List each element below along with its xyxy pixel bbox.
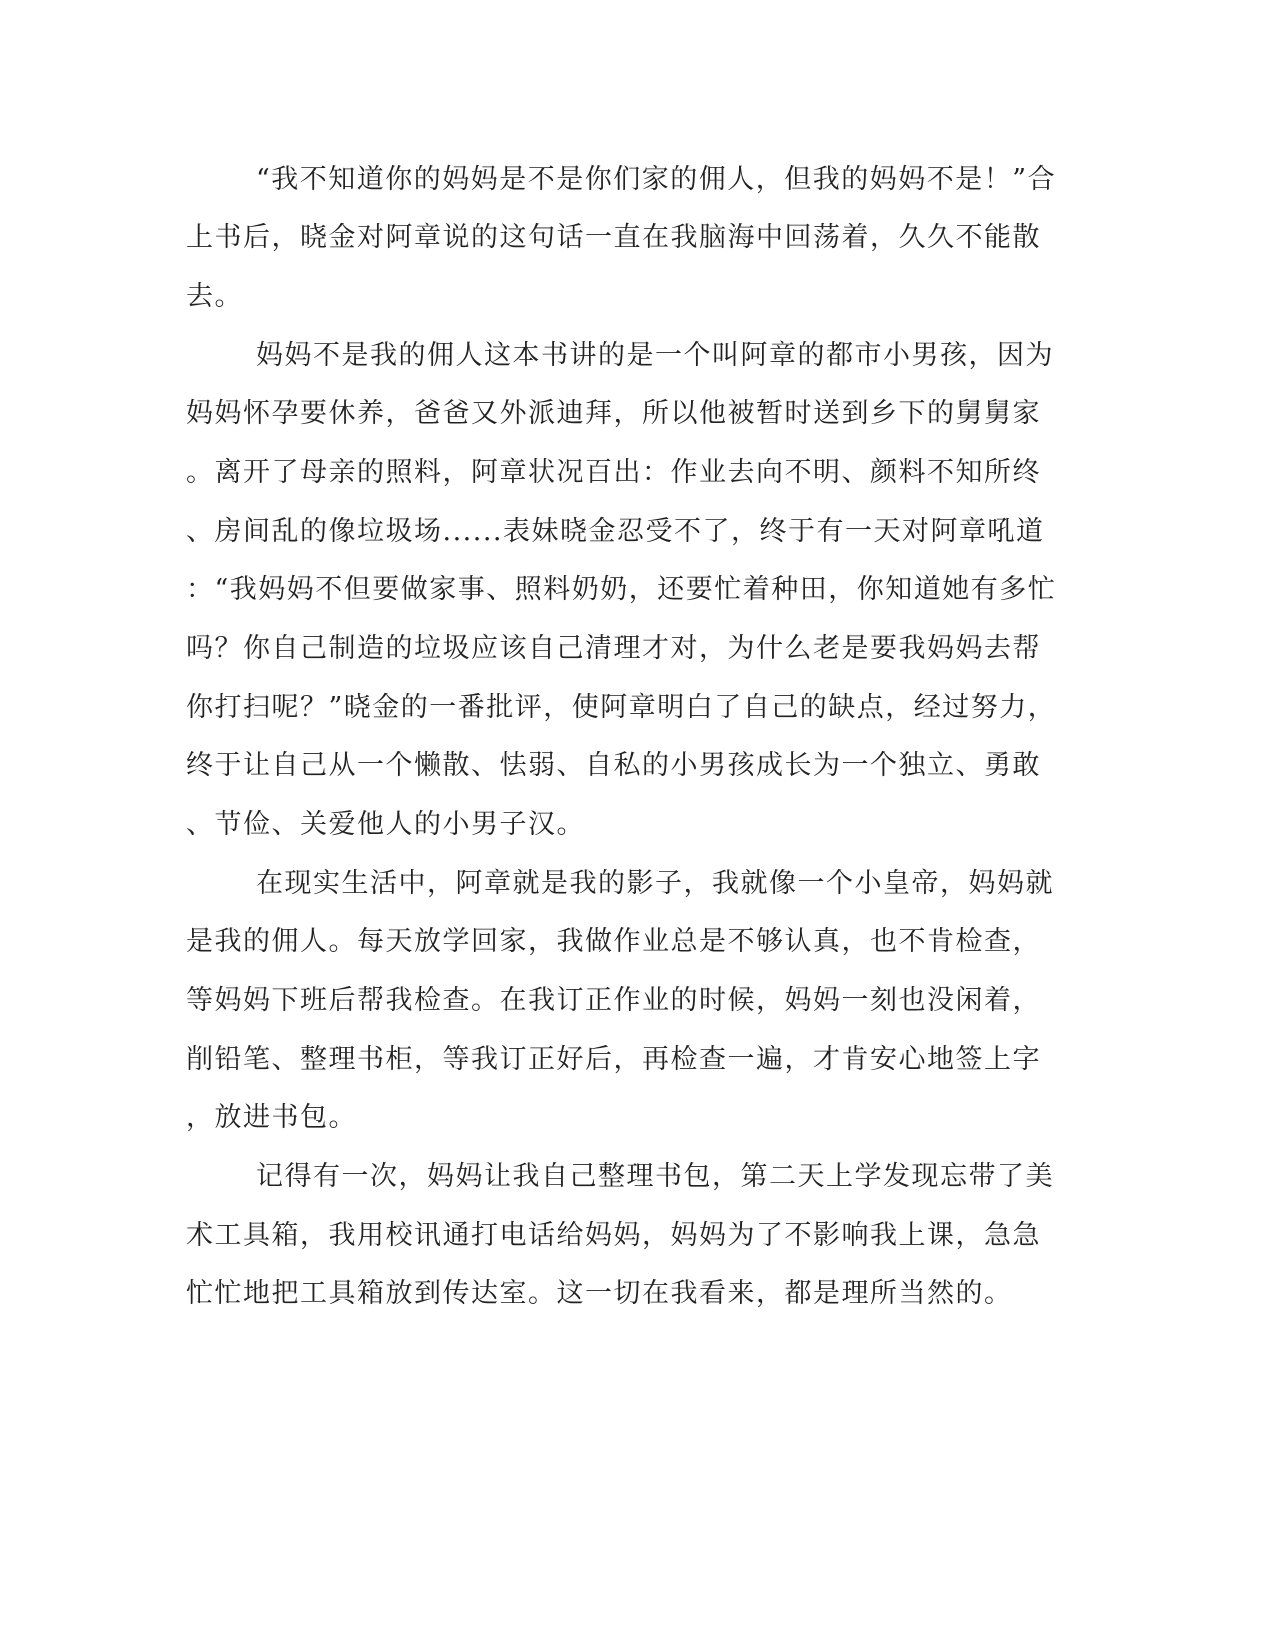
text-line: 吗？你自己制造的垃圾应该自己清理才对，为什么老是要我妈妈去帮 <box>186 633 1041 664</box>
text-line: ，放进书包。 <box>186 1102 357 1133</box>
text-line: 。离开了母亲的照料，阿章状况百出：作业去向不明、颜料不知所终 <box>186 457 1041 488</box>
text-line: ：“我妈妈不但要做家事、照料奶奶，还要忙着种田，你知道她有多忙 <box>186 574 1057 605</box>
text-line: 、房间乱的像垃圾场......表妹晓金忍受不了，终于有一天对阿章吼道 <box>186 516 1045 547</box>
text-line: 术工具箱，我用校讯通打电话给妈妈，妈妈为了不影响我上课，急急 <box>186 1220 1041 1251</box>
text-line: 上书后，晓金对阿章说的这句话一直在我脑海中回荡着，久久不能散 <box>186 222 1041 253</box>
text-line: “我不知道你的妈妈是不是你们家的佣人，但我的妈妈不是！”合 <box>256 164 1057 195</box>
text-line: 你打扫呢？”晓金的一番批评，使阿章明白了自己的缺点，经过努力， <box>186 692 1057 723</box>
text-line: 妈妈怀孕要休养，爸爸又外派迪拜，所以他被暂时送到乡下的舅舅家 <box>186 398 1041 429</box>
text-line: 削铅笔、整理书柜，等我订正好后，再检查一遍，才肯安心地签上字 <box>186 1044 1041 1075</box>
text-line: 记得有一次，妈妈让我自己整理书包，第二天上学发现忘带了美 <box>256 1161 1054 1192</box>
text-line: 忙忙地把工具箱放到传达室。这一切在我看来，都是理所当然的。 <box>186 1278 1013 1309</box>
text-line: 等妈妈下班后帮我检查。在我订正作业的时候，妈妈一刻也没闲着， <box>186 985 1041 1016</box>
text-line: 终于让自己从一个懒散、怯弱、自私的小男孩成长为一个独立、勇敢 <box>186 750 1041 781</box>
text-line: 在现实生活中，阿章就是我的影子，我就像一个小皇帝，妈妈就 <box>256 868 1054 899</box>
text-line: 是我的佣人。每天放学回家，我做作业总是不够认真，也不肯检查， <box>186 926 1041 957</box>
text-line: 去。 <box>186 281 243 312</box>
text-line: 、节俭、关爱他人的小男子汉。 <box>186 809 585 840</box>
text-line: 妈妈不是我的佣人这本书讲的是一个叫阿章的都市小男孩，因为 <box>256 340 1054 371</box>
